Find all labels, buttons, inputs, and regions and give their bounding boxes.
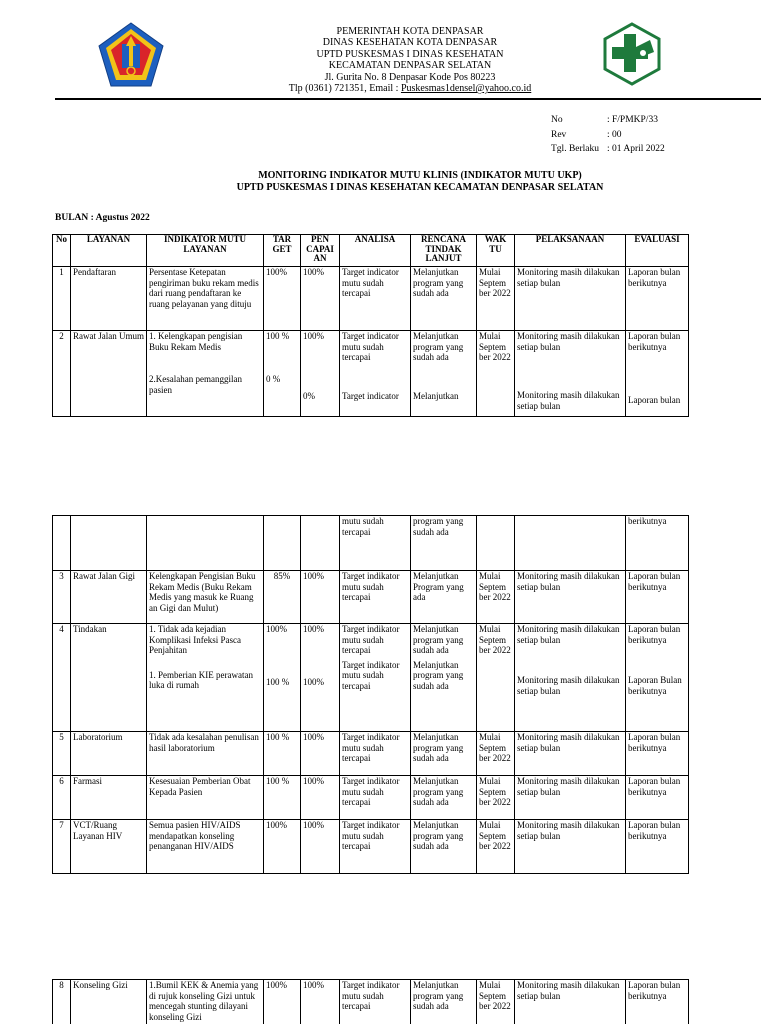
email-link[interactable]: Puskesmas1densel@yahoo.co.id bbox=[400, 83, 532, 95]
target-b: 0 % bbox=[266, 373, 281, 384]
cell-pelaksanaan bbox=[515, 331, 626, 417]
analisa-a: Target indicator mutu sudah tercapai bbox=[342, 331, 399, 362]
table-row bbox=[53, 571, 689, 624]
table-row bbox=[53, 331, 689, 417]
cell-capaian: 100% bbox=[301, 267, 340, 331]
cell-waktu: Mulai Septem ber 2022 bbox=[477, 624, 515, 732]
cell-evaluasi: Laporan bulan berikutnya bbox=[626, 571, 689, 624]
cell-no: 4 bbox=[53, 624, 71, 732]
cell-evaluasi: Laporan bulan berikutnya bbox=[626, 776, 689, 820]
cell-analisa bbox=[340, 331, 411, 417]
cell-waktu: Mulai Septem ber 2022 bbox=[477, 571, 515, 624]
cell-indikator: Tidak ada kesalahan penulisan hasil laboratorium bbox=[147, 732, 264, 776]
cell-rtl: Melanjutkan program yang sudah ada bbox=[411, 732, 477, 776]
cell-analisa: Target indikator mutu sudah tercapai bbox=[340, 980, 411, 1024]
cell-evaluasi: Laporan bulan berikutnya bbox=[626, 267, 689, 331]
target-a: 100 % bbox=[266, 331, 290, 341]
meta-value: : F/PMKP/33 bbox=[607, 115, 658, 125]
cell-analisa bbox=[340, 624, 411, 732]
letterhead bbox=[230, 26, 590, 94]
cell-target: 100 % bbox=[264, 732, 301, 776]
column-header: PELAKSANAAN bbox=[515, 235, 626, 267]
table-row bbox=[53, 820, 689, 874]
cell-indikator: 1.Bumil KEK & Anemia yang di rujuk konseling Gizi untuk mencegah stunting dilayani konseling Gizi bbox=[147, 980, 264, 1024]
pelaksanaan-a: Monitoring masih dilakukan setiap bulan bbox=[517, 624, 620, 645]
cell-pelaksanaan: Monitoring masih dilakukan setiap bulan bbox=[515, 267, 626, 331]
cell-target: 85% bbox=[264, 571, 301, 624]
indicator-table-page-1 bbox=[52, 234, 689, 417]
analisa-b: Target indikator mutu sudah tercapai bbox=[342, 659, 400, 691]
cell-pelaksanaan: Monitoring masih dilakukan setiap bulan bbox=[515, 820, 626, 874]
cell-pelaksanaan: Monitoring masih dilakukan setiap bulan bbox=[515, 776, 626, 820]
cell-indikator bbox=[147, 624, 264, 732]
cell-waktu: Mulai Septem ber 2022 bbox=[477, 732, 515, 776]
rtl-a: Melanjutkan program yang sudah ada bbox=[413, 624, 464, 655]
column-header: RENCANA TINDAK LANJUT bbox=[411, 235, 477, 267]
meta-key: Rev bbox=[551, 129, 567, 140]
cell-rtl: program yang sudah ada bbox=[411, 516, 477, 571]
cell-rtl: Melanjutkan program yang sudah ada bbox=[411, 776, 477, 820]
cell-rtl bbox=[411, 331, 477, 417]
indikator-a: 1. Kelengkapan pengisian Buku Rekam Medis bbox=[149, 331, 243, 352]
cell-pelaksanaan: Monitoring masih dilakukan setiap bulan bbox=[515, 571, 626, 624]
cell-indikator: Kesesuaian Pemberian Obat Kepada Pasien bbox=[147, 776, 264, 820]
indikator-b: 2.Kesalahan pemanggilan pasien bbox=[149, 374, 242, 395]
cell-analisa: mutu sudah tercapai bbox=[340, 516, 411, 571]
cell-capaian: 100% bbox=[301, 776, 340, 820]
evaluasi-b: Laporan Bulan berikutnya bbox=[628, 675, 682, 696]
cell-target: 100% bbox=[264, 820, 301, 874]
cell-analisa: Target indikator mutu sudah tercapai bbox=[340, 820, 411, 874]
cell-target: 100% bbox=[264, 267, 301, 331]
analisa-a: Target indikator mutu sudah tercapai bbox=[342, 624, 400, 655]
cell-no: 2 bbox=[53, 331, 71, 417]
capaian-a: 100% bbox=[303, 624, 324, 634]
table-page-3-viewport bbox=[52, 979, 692, 1024]
indikator-a: 1. Tidak ada kejadian Komplikasi Infeksi Pasca Penjahitan bbox=[149, 624, 241, 655]
analisa-b: Target indicator bbox=[342, 390, 399, 401]
table-row bbox=[53, 776, 689, 820]
cell-rtl bbox=[411, 624, 477, 732]
capaian-a: 100% bbox=[303, 331, 324, 341]
column-header: No bbox=[53, 235, 71, 267]
meta-value: : 00 bbox=[607, 129, 622, 140]
cell-target bbox=[264, 331, 301, 417]
cell-target: 100 % bbox=[264, 776, 301, 820]
cell-evaluasi: berikutnya bbox=[626, 516, 689, 571]
meta-key: Tgl. Berlaku bbox=[551, 144, 600, 154]
cell-analisa: Target indicator mutu sudah tercapai bbox=[340, 267, 411, 331]
cell-waktu: Mulai Septem ber 2022 bbox=[477, 267, 515, 331]
cell-rtl: Melanjutkan program yang sudah ada bbox=[411, 267, 477, 331]
meta-value: : 01 April 2022 bbox=[607, 144, 665, 154]
letterhead-line: Jl. Gurita No. 8 Denpasar Kode Pos 80223 bbox=[324, 71, 496, 83]
indicator-table-page-2 bbox=[52, 515, 689, 874]
cell-waktu: Mulai Septem ber 2022 bbox=[477, 331, 515, 417]
cell-capaian bbox=[301, 331, 340, 417]
cell-capaian: 100% bbox=[301, 571, 340, 624]
indikator-b: 1. Pemberian KIE perawatan luka di rumah bbox=[149, 669, 253, 690]
column-header: ANALISA bbox=[340, 235, 411, 267]
column-header: INDIKATOR MUTU LAYANAN bbox=[147, 235, 264, 267]
document-meta bbox=[549, 112, 667, 158]
pelaksanaan-b: Monitoring masih dilakukan setiap bulan bbox=[517, 675, 620, 696]
rtl-b: Melanjutkan bbox=[413, 390, 459, 401]
cell-waktu: Mulai Septem ber 2022 bbox=[477, 980, 515, 1024]
cell-no: 3 bbox=[53, 571, 71, 624]
document-title bbox=[150, 170, 690, 194]
cell-target: 100% bbox=[264, 980, 301, 1024]
rtl-b: Melanjutkan program yang sudah ada bbox=[413, 659, 464, 691]
table-row bbox=[53, 980, 689, 1024]
meta-key: No bbox=[551, 115, 563, 125]
cell-layanan: Rawat Jalan Umum bbox=[71, 331, 147, 417]
table-header-row bbox=[53, 235, 689, 267]
table-row bbox=[53, 267, 689, 331]
cell-analisa: Target indikator mutu sudah tercapai bbox=[340, 776, 411, 820]
cell-indikator: Semua pasien HIV/AIDS mendapatkan konseling penanganan HIV/AIDS bbox=[147, 820, 264, 874]
cell-no: 7 bbox=[53, 820, 71, 874]
cell-capaian: 100% bbox=[301, 820, 340, 874]
cell-layanan: VCT/Ruang Layanan HIV bbox=[71, 820, 147, 874]
cell-pelaksanaan bbox=[515, 624, 626, 732]
target-b: 100 % bbox=[266, 676, 290, 687]
letterhead-line: UPTD PUSKESMAS I DINAS KESEHATAN bbox=[316, 48, 504, 60]
cell-rtl: Melanjutkan program yang sudah ada bbox=[411, 980, 477, 1024]
column-header: PEN CAPAI AN bbox=[301, 235, 340, 267]
cell-layanan: Tindakan bbox=[71, 624, 147, 732]
title-line-2: UPTD PUSKESMAS I DINAS KESEHATAN KECAMATAN DENPASAR SELATAN bbox=[236, 182, 604, 193]
cell-pelaksanaan: Monitoring masih dilakukan setiap bulan bbox=[515, 732, 626, 776]
cell-layanan: Rawat Jalan Gigi bbox=[71, 571, 147, 624]
puskesmas-logo bbox=[602, 22, 662, 86]
table-row bbox=[53, 624, 689, 732]
table-row bbox=[53, 732, 689, 776]
cell-evaluasi: Laporan bulan berikutnya bbox=[626, 820, 689, 874]
cell-analisa: Target indikator mutu sudah tercapai bbox=[340, 732, 411, 776]
cell-pelaksanaan: Monitoring masih dilakukan setiap bulan bbox=[515, 980, 626, 1024]
evaluasi-a: Laporan bulan berikutnya bbox=[628, 331, 681, 352]
month-label: BULAN : Agustus 2022 bbox=[55, 213, 150, 223]
cell-rtl: Melanjutkan program yang sudah ada bbox=[411, 820, 477, 874]
cell-no: 6 bbox=[53, 776, 71, 820]
cell-analisa: Target indikator mutu sudah tercapai bbox=[340, 571, 411, 624]
capaian-b: 100% bbox=[303, 676, 324, 687]
cell-waktu: Mulai Septem ber 2022 bbox=[477, 820, 515, 874]
letterhead-contact bbox=[230, 83, 590, 94]
letterhead-line: KECAMATAN DENPASAR SELATAN bbox=[328, 60, 492, 72]
cell-layanan: Laboratorium bbox=[71, 732, 147, 776]
cell-evaluasi bbox=[626, 624, 689, 732]
cell-no: 1 bbox=[53, 267, 71, 331]
cell-evaluasi: Laporan bulan berikutnya bbox=[626, 980, 689, 1024]
pelaksanaan-a: Monitoring masih dilakukan setiap bulan bbox=[517, 331, 620, 352]
cell-indikator: Kelengkapan Pengisian Buku Rekam Medis (Buku Rekam Medis yang masuk ke Ruang an Gigi dan Mulut) bbox=[147, 571, 264, 624]
cell-layanan: Farmasi bbox=[71, 776, 147, 820]
table-row-continuation bbox=[53, 516, 689, 571]
cell-no: 8 bbox=[53, 980, 71, 1024]
cell-evaluasi bbox=[626, 331, 689, 417]
cell-capaian: 100% bbox=[301, 732, 340, 776]
letterhead-rule bbox=[55, 98, 761, 100]
target-a: 100% bbox=[266, 624, 287, 634]
cell-layanan: Konseling Gizi bbox=[71, 980, 147, 1024]
cell-target bbox=[264, 624, 301, 732]
cell-indikator: Persentase Ketepatan pengiriman buku rekam medis dari ruang pendaftaran ke ruang pelayanan yang dituju bbox=[147, 267, 264, 331]
column-header: WAK TU bbox=[477, 235, 515, 267]
cell-layanan: Pendaftaran bbox=[71, 267, 147, 331]
cell-capaian: 100% bbox=[301, 980, 340, 1024]
letterhead-line: DINAS KESEHATAN KOTA DENPASAR bbox=[322, 37, 498, 49]
cell-indikator bbox=[147, 331, 264, 417]
column-header: EVALUASI bbox=[626, 235, 689, 267]
indicator-table-page-3 bbox=[52, 979, 689, 1024]
capaian-b: 0% bbox=[303, 390, 315, 401]
evaluasi-b: Laporan bulan bbox=[628, 395, 681, 405]
cell-waktu: Mulai Septem ber 2022 bbox=[477, 776, 515, 820]
letterhead-line: PEMERINTAH KOTA DENPASAR bbox=[336, 26, 484, 37]
cell-rtl: Melanjutkan Program yang ada bbox=[411, 571, 477, 624]
title-line-1: MONITORING INDIKATOR MUTU KLINIS (INDIKATOR MUTU UKP) bbox=[258, 170, 582, 181]
phone-text: Tlp (0361) 721351, Email : bbox=[288, 83, 401, 95]
pelaksanaan-b: Monitoring masih dilakukan setiap bulan bbox=[517, 390, 620, 411]
evaluasi-a: Laporan bulan berikutnya bbox=[628, 624, 681, 645]
column-header: LAYANAN bbox=[71, 235, 147, 267]
rtl-a: Melanjutkan program yang sudah ada bbox=[413, 331, 464, 362]
cell-capaian bbox=[301, 624, 340, 732]
cell-evaluasi: Laporan bulan berikutnya bbox=[626, 732, 689, 776]
column-header: TAR GET bbox=[264, 235, 301, 267]
cell-no: 5 bbox=[53, 732, 71, 776]
city-seal-logo bbox=[96, 22, 166, 88]
